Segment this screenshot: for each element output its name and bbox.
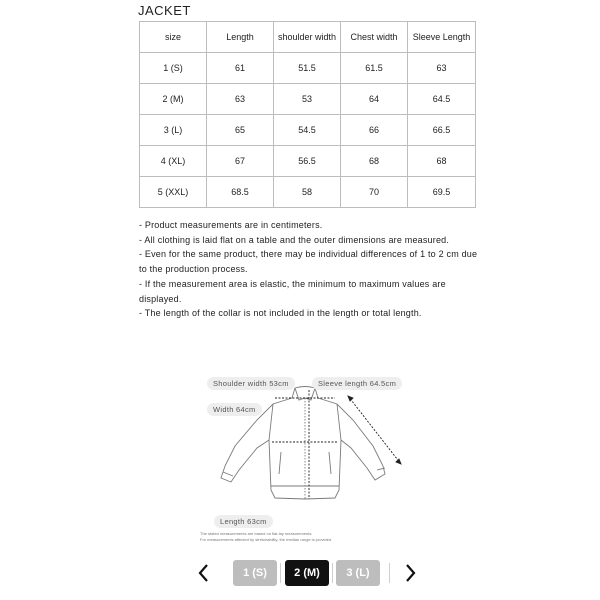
table-row — [140, 84, 476, 115]
table-row — [140, 177, 476, 208]
table-cell: 61.5 — [341, 53, 408, 84]
fine-print: The stated measurements are based on flat-lay measurements. — [200, 531, 313, 536]
table-cell: 66 — [341, 115, 408, 146]
length-label: Length 63cm — [214, 515, 273, 528]
table-cell: 5 (XXL) — [140, 177, 207, 208]
table-cell: 61 — [207, 53, 274, 84]
table-cell: 51.5 — [274, 53, 341, 84]
table-cell: 3 (L) — [140, 115, 207, 146]
table-cell: 56.5 — [274, 146, 341, 177]
table-header: Sleeve Length — [408, 22, 476, 53]
size-navigation — [0, 560, 600, 586]
page-title: JACKET — [138, 3, 191, 18]
table-header: shoulder width — [274, 22, 341, 53]
fine-print: For measurements affected by stretchability, the median range is provided. — [200, 537, 333, 542]
note-text: - All clothing is laid flat on a table and the outer dimensions are measured. — [139, 234, 450, 245]
table-cell: 68 — [341, 146, 408, 177]
note-text: - If the measurement area is elastic, the minimum to maximum values are displayed. — [139, 278, 446, 304]
table-cell: 69.5 — [408, 177, 476, 208]
divider — [389, 563, 390, 583]
table-row — [140, 115, 476, 146]
divider — [332, 563, 333, 583]
table-cell: 4 (XL) — [140, 146, 207, 177]
shoulder-width-label: Shoulder width 53cm — [207, 377, 295, 390]
table-cell: 68.5 — [207, 177, 274, 208]
table-cell: 65 — [207, 115, 274, 146]
size-option-button[interactable]: 3 (L) — [336, 560, 380, 586]
chevron-right-icon[interactable] — [400, 561, 420, 585]
table-cell: 64 — [341, 84, 408, 115]
divider — [280, 563, 281, 583]
table-cell: 63 — [207, 84, 274, 115]
size-chart-table — [139, 21, 476, 208]
table-row — [140, 146, 476, 177]
size-option-button-selected[interactable]: 2 (M) — [285, 560, 329, 586]
table-header: Length — [207, 22, 274, 53]
table-cell: 53 — [274, 84, 341, 115]
table-cell: 2 (M) — [140, 84, 207, 115]
size-option-button[interactable]: 1 (S) — [233, 560, 277, 586]
table-header: size — [140, 22, 207, 53]
table-cell: 70 — [341, 177, 408, 208]
table-row — [140, 53, 476, 84]
width-label: Width 64cm — [207, 403, 262, 416]
table-cell: 67 — [207, 146, 274, 177]
note-text: - Even for the same product, there may be individual differences of 1 to 2 cm due to the production process. — [139, 249, 478, 275]
table-cell: 1 (S) — [140, 53, 207, 84]
table-cell: 63 — [408, 53, 476, 84]
table-cell: 58 — [274, 177, 341, 208]
table-cell: 54.5 — [274, 115, 341, 146]
table-header-row — [140, 22, 476, 53]
table-cell: 68 — [408, 146, 476, 177]
table-cell: 64.5 — [408, 84, 476, 115]
note-text: - Product measurements are in centimeters. — [139, 220, 323, 230]
sleeve-length-label: Sleeve length 64.5cm — [312, 377, 402, 390]
note-text: - The length of the collar is not included in the length or total length. — [139, 308, 422, 319]
chevron-left-icon[interactable] — [194, 561, 214, 585]
table-cell: 66.5 — [408, 115, 476, 146]
table-header: Chest width — [341, 22, 408, 53]
measurement-notes — [139, 218, 479, 321]
